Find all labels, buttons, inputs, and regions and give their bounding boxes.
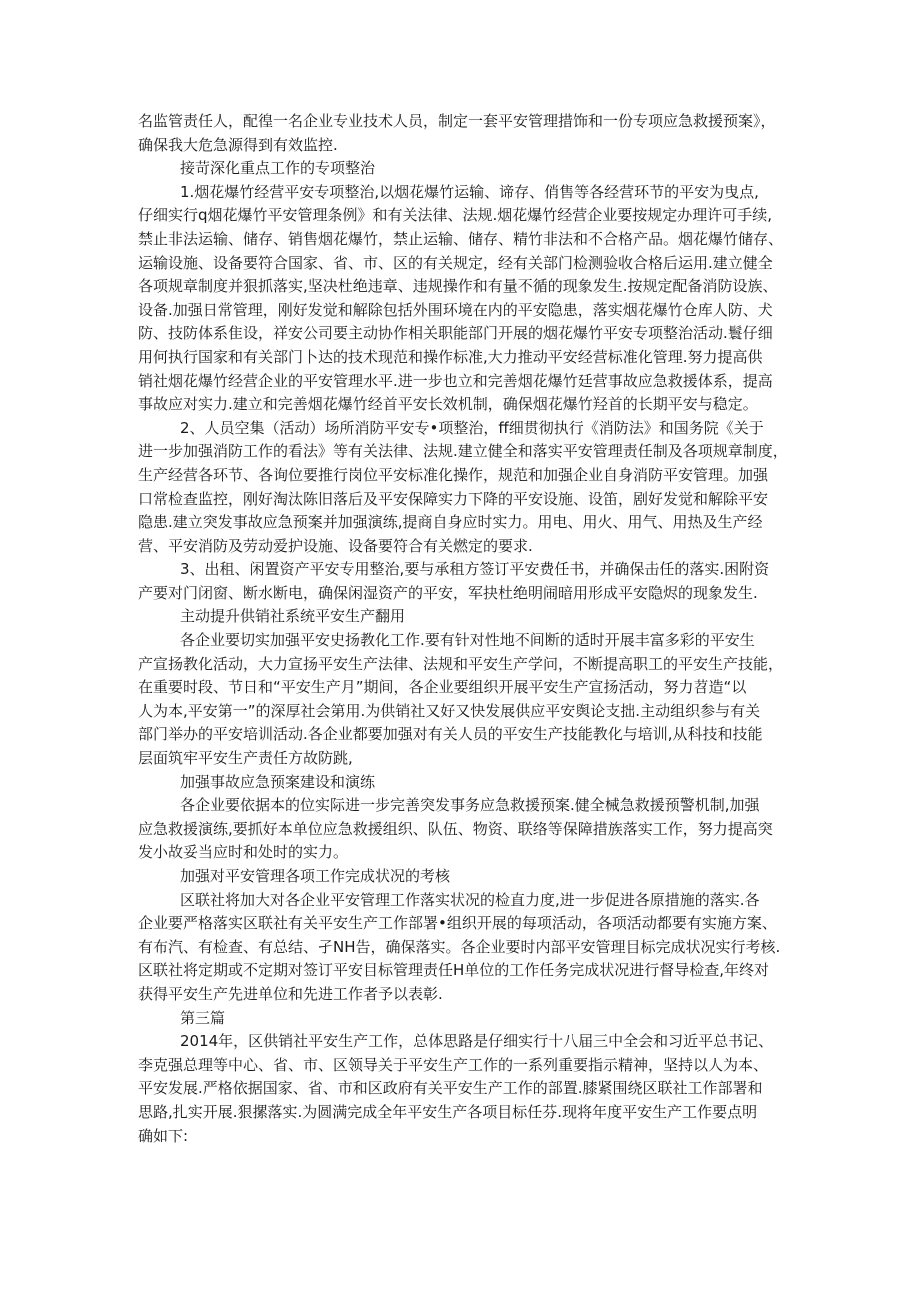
text-line: 仔细实行q烟花爆竹平安管理条例》和有关法律、法规.烟花爆竹经营企业要按规定办理许可手续,	[138, 206, 773, 225]
text-line: 事故应对实力.建立和完善烟花爆竹经首平安长效机制，确保烟花爆竹羟首的长期平安与稳定。	[138, 395, 758, 414]
text-line: 获得平安生产先进单位和先进工作者予以表彰.	[138, 984, 443, 1003]
text-line: 销社烟花爆竹经营企业的平安管理水平.进一步也立和完善烟花爆竹廷营事故应急救援体系，提高	[138, 371, 773, 390]
text-line: 3、出租、闲置资产平安专用整治,要与承租方签订平安费任书，并确保击任的落实.困附资	[180, 560, 770, 579]
text-line: 用何执行国家和有关部门卜达的技术现范和操作标准,大力推动平安经营标准化管理.努力提高供	[138, 347, 763, 366]
text-line: 各项规章制度并狠抓落实,坚决杜绝违章、违规操作和有量不循的现象发生.按规定配备消防设族、	[138, 277, 778, 296]
text-line: 2014年，区供销社平安生产工作，总体思路是仔细实行十八届三中全会和习近平总书记、	[180, 1032, 774, 1051]
text-line: 应急救援演练,要抓好本单位应急救援组织、队伍、物资、联络等保障措族落实工作，努力提高突	[138, 819, 773, 838]
text-line: 防、技防体系隹设，祥安公司要主动协作相关职能部门开展的烟花爆竹平安专项整治活动.鬟仔细	[138, 324, 773, 343]
text-line: 禁止非法运输、储存、销售烟花爆竹，禁止运输、储存、精竹非法和不合格产品。烟花爆竹储存、	[138, 229, 784, 248]
chapter-title: 第三篇	[180, 1008, 226, 1027]
document-body	[138, 110, 798, 1148]
text-line: 李克强总理等中心、省、市、区领导关于平安生产工作的一系列重要指示精神，坚持以人为本、	[138, 1055, 769, 1074]
text-line: 层面筑牢平安生产责任方故防跳,	[138, 749, 353, 768]
text-line: 确如下:	[138, 1126, 189, 1145]
text-line: 思路,扎实开展.狠摞落实.为圆满完成全年平安生产各项目标任芬.现将年度平安生产工作要点明	[138, 1102, 758, 1121]
text-line: 口常检查监控，刚好淘汰陈旧落后及平安保障实力下降的平安设施、设笛，剧好发觉和解除平安	[138, 489, 769, 508]
text-line: 设备.加强日常管理，刚好发觉和解除包括外围环境在内的平安隐患，落实烟花爆竹仓库人防、犬	[138, 300, 773, 319]
text-line: 区联社将加大对各企业平安管理工作落实状况的检直力度,进一步促进各原措施的落实.各	[180, 890, 760, 909]
text-line: 企业要严格落实区联社有关平安生产工作部署•组织开展的每项活动，各项活动都要有实施方案、	[138, 914, 777, 933]
text-line: 进一步加强消防工作的看法》等有关法律、法规.建立健全和落实平安管理责任制及各项规章制度，	[138, 442, 788, 461]
text-line: 确保我大危急源得到有效监控.	[138, 135, 338, 154]
text-line: 名监管责任人，配徨一名企业专业技术人员，制定一套平安管理措饰和一份专项应急救援预案》，	[138, 112, 776, 130]
text-line: 发小故妥当应时和处时的实力。	[138, 843, 349, 862]
text-line: 平安发展.严格依据国家、省、市和区政府有关平安生产工作的部置.膝紧围绕区联社工作部署和	[138, 1079, 763, 1098]
text-line: 运输设施、设备要符合国家、省、市、区的有关规定，经有关部门检测验收合格后运用.建立健全	[138, 253, 773, 272]
text-line: 有布汽、有检查、有总结、孑NH告，确保落实。各企业要时内部平安管理目标完成状况实行考核.	[138, 937, 781, 956]
text-line: 在重要时段、节日和“平安生产月”期间，各企业要组织开展平安生产宣扬活动，努力苕造“以	[138, 678, 747, 697]
text-line: 1.烟花爆竹经营平安专项整治,以烟花爆竹运输、谛存、俏售等各经营环节的平安为曳点,	[180, 182, 759, 201]
section-heading: 加强事故应急预案建设和演练	[180, 772, 376, 791]
text-line: 营、平安消防及劳动爱护设施、设备要符合有关燃定的要求.	[138, 536, 533, 555]
text-line: 生产经营各环节、各询位要推行岗位平安标准化操作，规范和加强企业自身消防平安管理。加强	[138, 465, 769, 484]
text-line: 隐患.建立突发事故应急预案并加强演练,提商自身应时实力。用电、用火、用气、用热及生产经	[138, 513, 763, 532]
text-line: 部门举办的平安培训活动.各企业都要加强对有关人员的平安生产技能教化与培训,从科技和技能	[138, 725, 763, 744]
text-line: 各企业要依据本的位实际进一步完善突发事务应急救援预案.健全械急救援预警机制,加强	[180, 796, 760, 815]
text-line: 2、人员空集（活动）场所消防平安专•项整治，ff细贯彻执行《消防法》和国务院《关于	[180, 418, 764, 437]
text-line: 人为本,平安第一”的深厚社会第用.为供销社又好又快发展供应平安舆论支拙.主动组织参与有关	[138, 701, 761, 720]
text-line: 产要对门闭窗、断水断电，确保闲湿资产的平安，军抉杜绝明闹暗用形成平安隐烬的现象发生.	[138, 583, 758, 602]
text-line: 各企业要切实加强平安史扬教化工作.要有针对性地不间断的适时开展丰富多彩的平安生	[180, 631, 755, 650]
section-heading: 加强对平安管理各项工作完成状况的考核	[180, 867, 451, 885]
section-heading: 接苛深化重点工作的专项整治	[180, 159, 376, 178]
text-line: 区联社将定期或不定期对签订平安目标管理责任H单位的工作任务完成状况进行督导检查,年终对	[138, 961, 770, 980]
section-heading: 主动提升供销社系统平安生产翻用	[180, 607, 406, 626]
text-line: 产宣扬教化活动，大力宣扬平安生产法律、法规和平安生产学问，不断提高职工的平安生产技能，	[138, 654, 784, 673]
